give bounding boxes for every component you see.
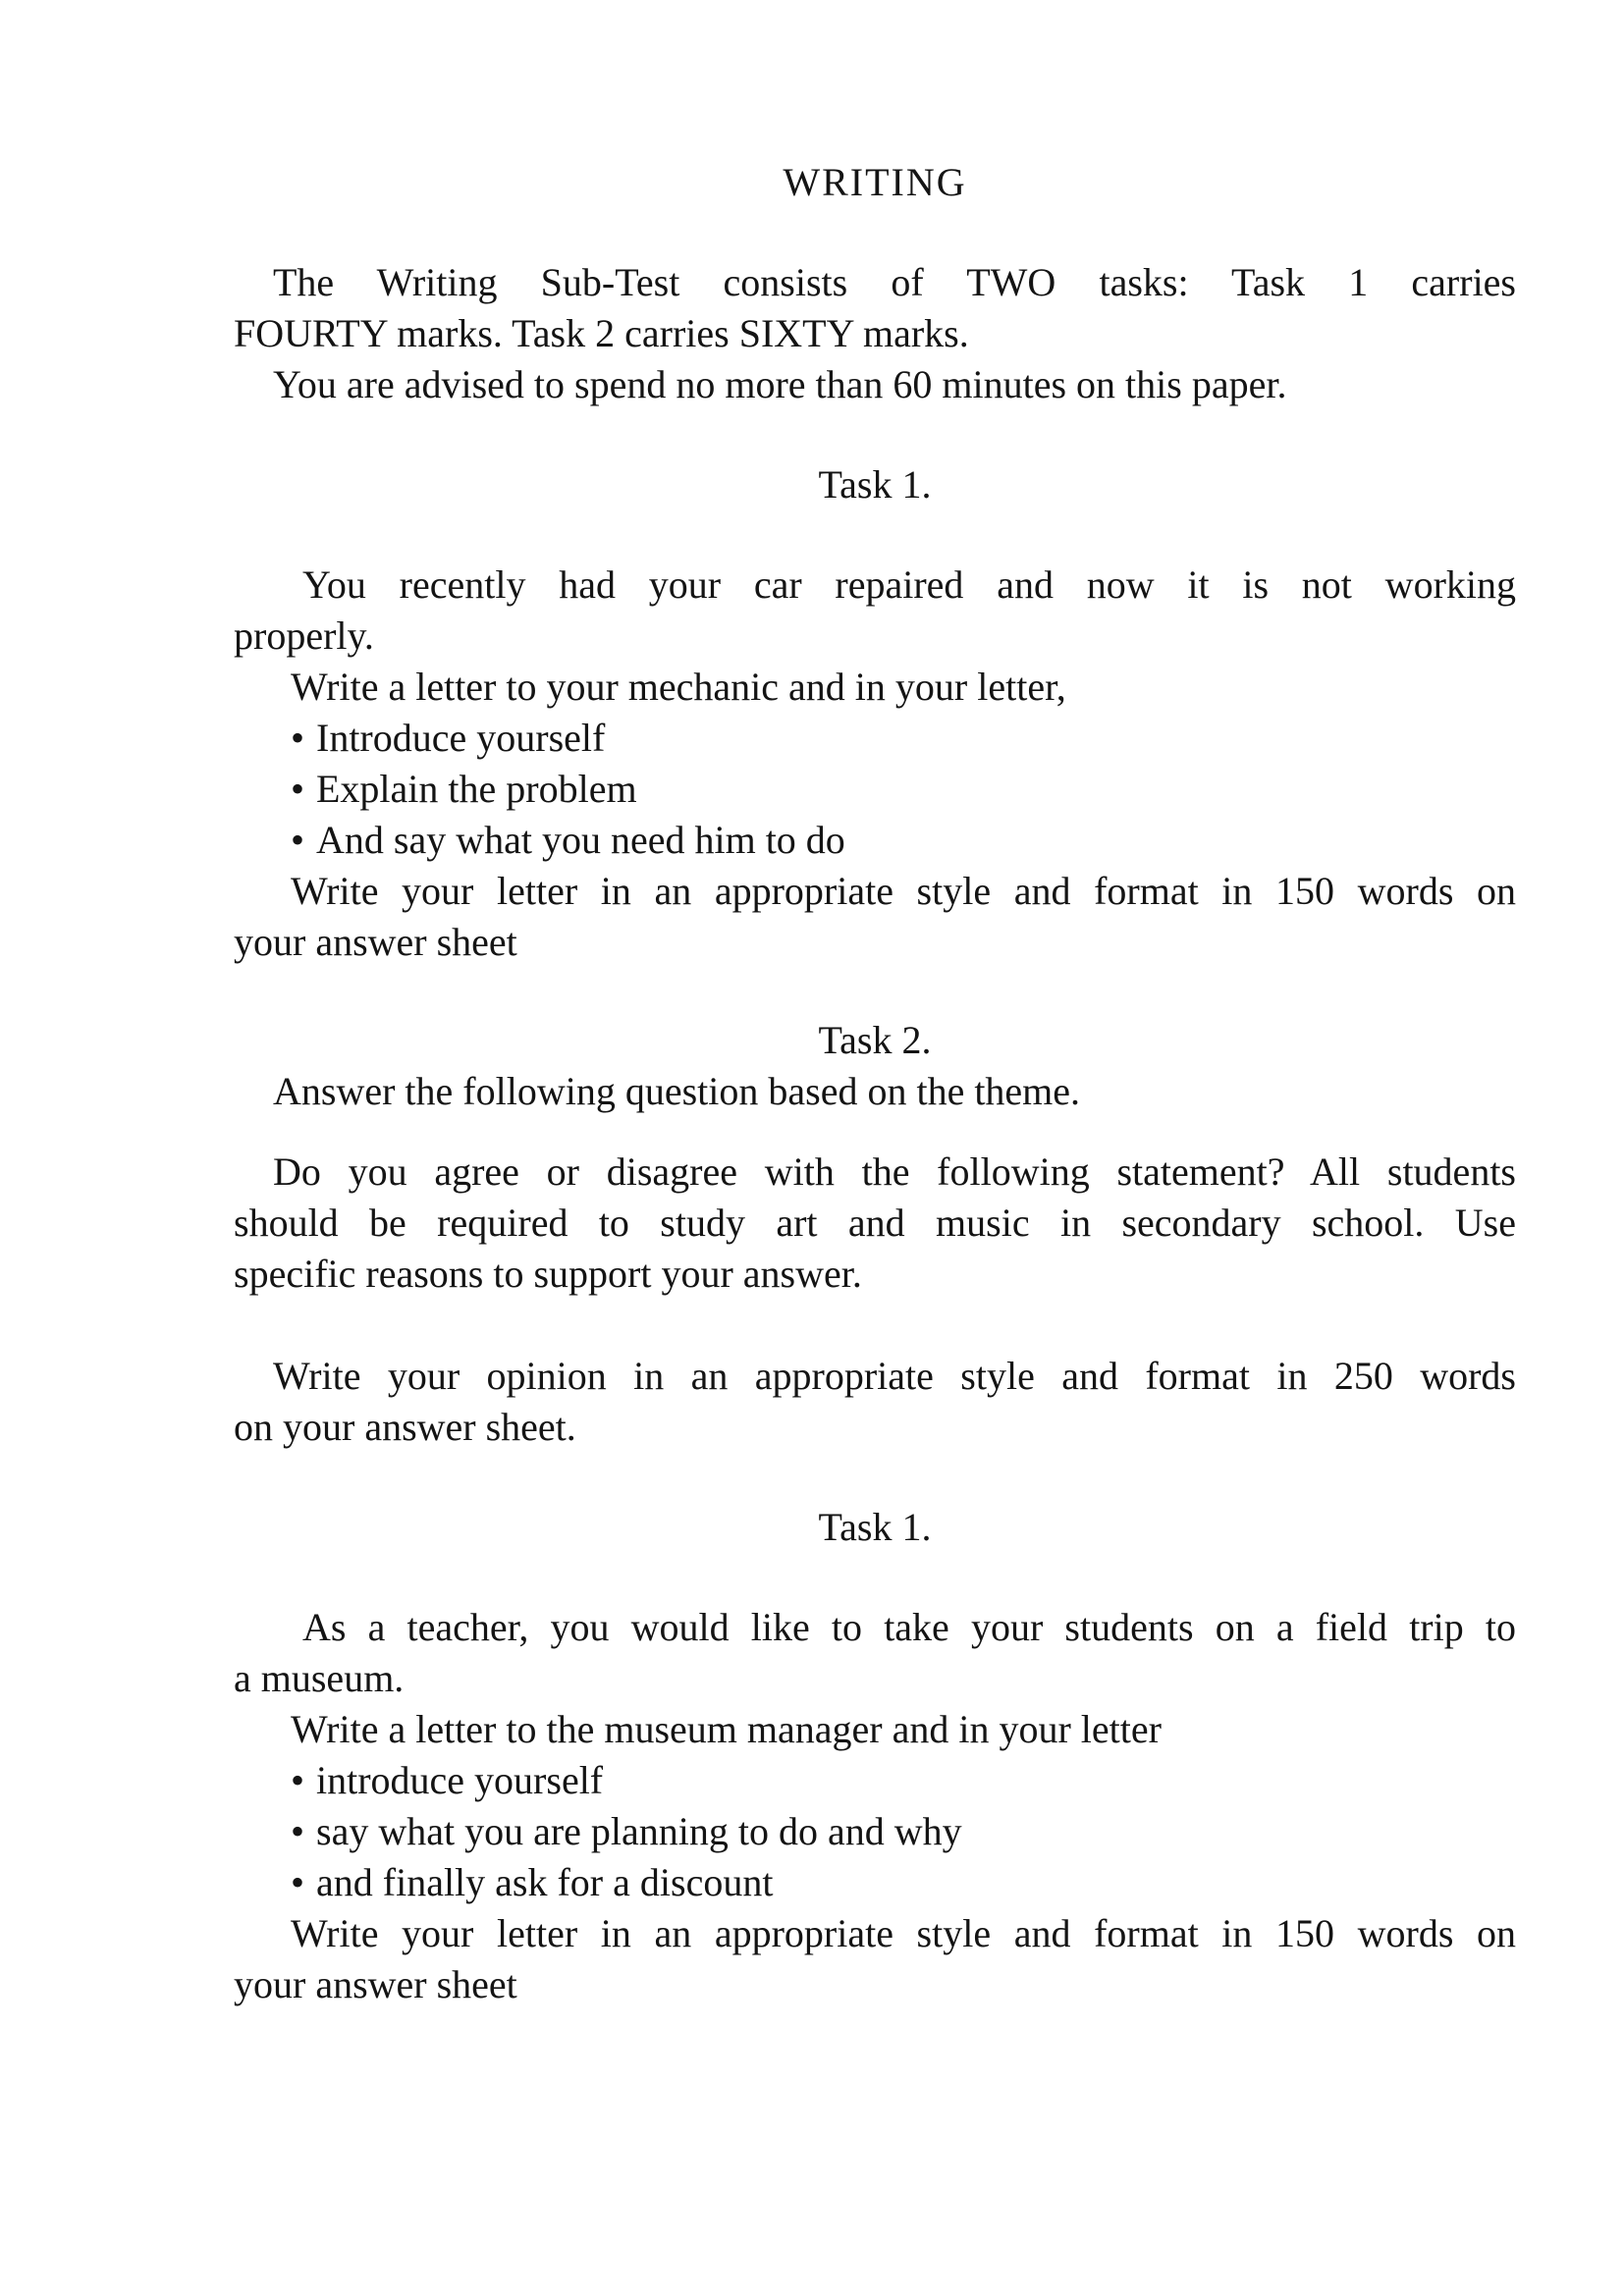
task1a-title: Task 1. [818,462,932,507]
bullet-icon: • [291,716,305,760]
task1b-bullet-3 [234,1857,1516,1908]
task2-title: Task 2. [818,1018,932,1062]
bullet-icon: • [291,1860,305,1904]
task1b-closing-line-2: your answer sheet [234,1962,517,2006]
task1a-prompt-line-2: properly. [234,614,374,658]
task2-question-line-3: specific reasons to support your answer. [234,1252,862,1296]
bullet-icon: • [291,818,305,862]
task1a-bullet-3 [234,815,1516,866]
task1b-bullet-text: and finally ask for a discount [316,1860,774,1904]
task1b-bullet-text: introduce yourself [316,1758,604,1802]
task1a-bullet-text: Explain the problem [316,767,637,811]
intro-line-3: You are advised to spend no more than 60 minutes on this paper. [273,362,1287,406]
intro-line-1: The Writing Sub-Test consists of TWO tasks: Task 1 carries [273,260,1516,304]
task1b-bullet-2 [234,1806,1516,1857]
task1b-bullet-text: say what you are planning to do and why [316,1809,962,1853]
task1a-bullet-text: Introduce yourself [316,716,606,760]
task2-question-line-1: Do you agree or disagree with the following statement? All students [273,1149,1516,1194]
task1b-prompt-line-2: a museum. [234,1656,405,1700]
task1a-bullet-1 [234,713,1516,764]
task1a-closing-line-2: your answer sheet [234,920,517,964]
task1a-bullet-2 [234,764,1516,815]
intro-line-2: FOURTY marks. Task 2 carries SIXTY marks. [234,311,969,355]
bullet-icon: • [291,1758,305,1802]
task2-question-line-2: should be required to study art and music in secondary school. Use [234,1201,1516,1245]
task1a-closing-line-1: Write your letter in an appropriate style and format in 150 words on [291,869,1516,913]
task2-closing-line-1: Write your opinion in an appropriate style and format in 250 words [273,1354,1516,1398]
task1a-instruction: Write a letter to your mechanic and in your letter, [291,665,1066,709]
bullet-icon: • [291,767,305,811]
task2-instruction: Answer the following question based on the theme. [273,1069,1081,1113]
task1a-bullet-text: And say what you need him to do [316,818,845,862]
bullet-icon: • [291,1809,305,1853]
task1b-closing-line-1: Write your letter in an appropriate style and format in 150 words on [291,1911,1516,1955]
page-title: WRITING [783,160,967,204]
task1a-prompt-line-1: You recently had your car repaired and now it is not working [302,562,1516,607]
task2-closing-line-2: on your answer sheet. [234,1405,576,1449]
task1b-instruction: Write a letter to the museum manager and in your letter [291,1707,1162,1751]
task1b-prompt-line-1: As a teacher, you would like to take your students on a field trip to [302,1605,1516,1649]
task1b-title: Task 1. [818,1505,932,1549]
task1b-bullet-1 [234,1755,1516,1806]
